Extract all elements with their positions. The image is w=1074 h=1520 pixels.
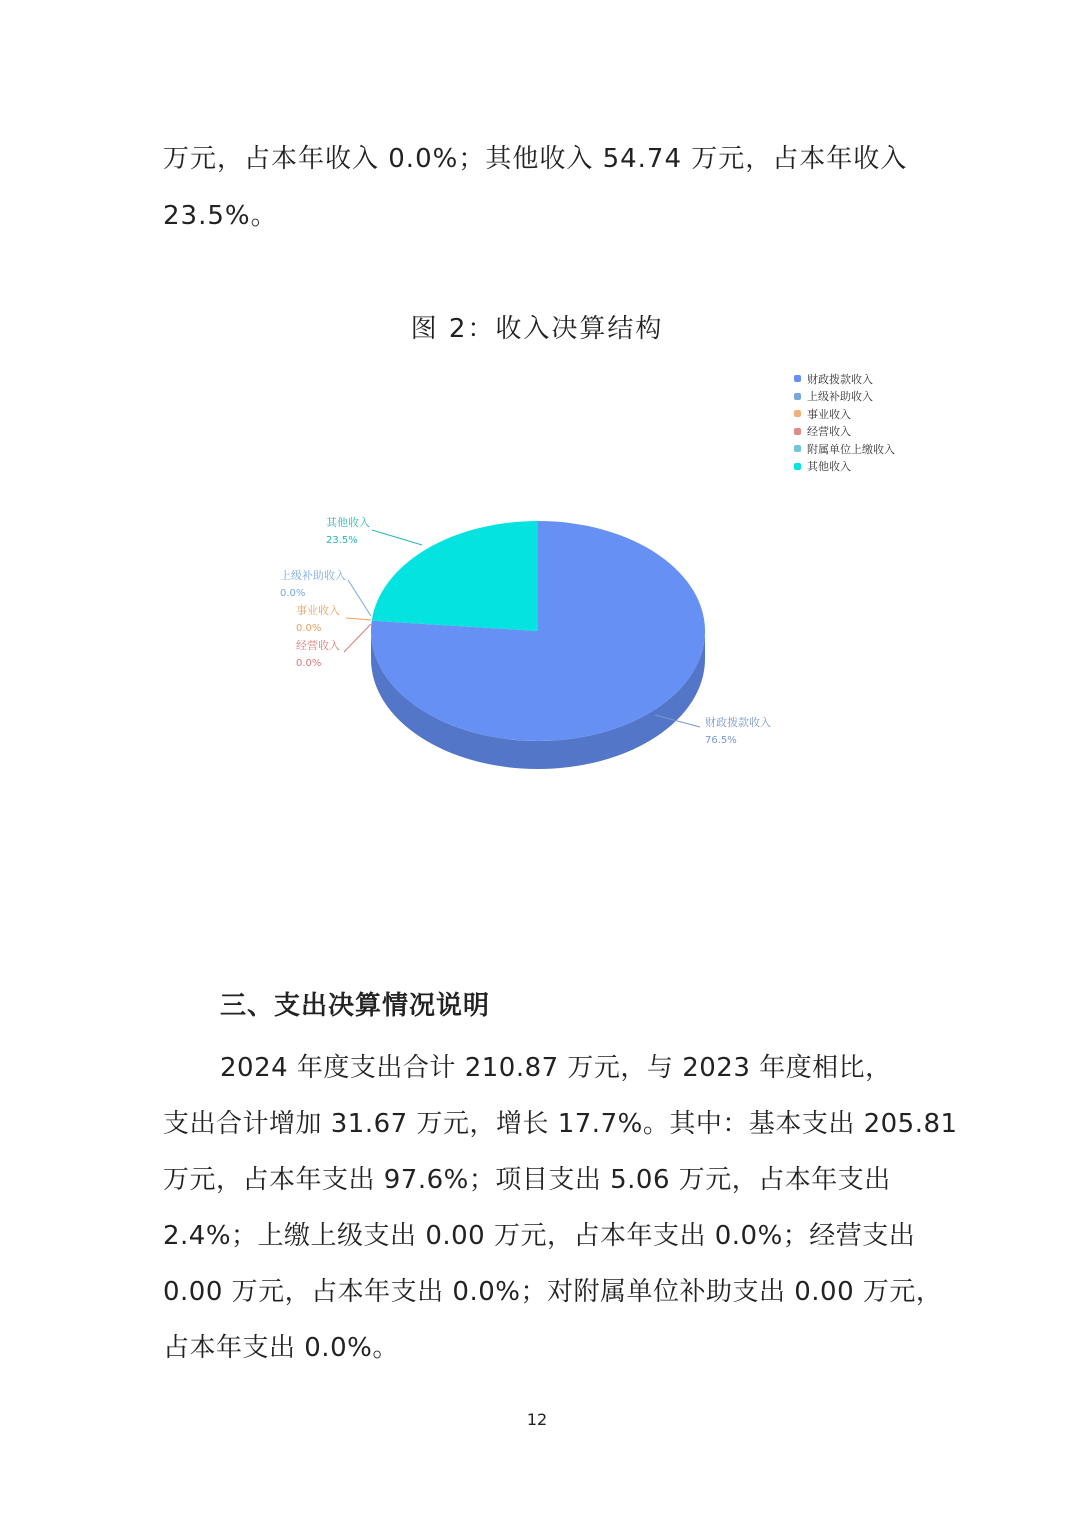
legend-item[interactable] [794, 423, 895, 441]
paragraph-line-text: 占本年支出 0.0%。 [163, 1333, 399, 1363]
paragraph-line [163, 1152, 911, 1208]
legend-item[interactable] [794, 405, 895, 423]
intro-line-2: 23.5%。 [163, 201, 278, 231]
legend-item[interactable] [794, 458, 895, 476]
slice-name-label: 事业收入 [296, 604, 340, 617]
paragraph-line-text: 支出合计增加 31.67 万元，增长 17.7%。其中：基本支出 205.81 [163, 1109, 958, 1139]
legend-label: 附属单位上缴收入 [807, 442, 895, 456]
slice-name-label: 经营收入 [296, 639, 340, 652]
paragraph-line [163, 1320, 911, 1376]
leader-line [348, 580, 371, 616]
slice-value-label: 76.5% [705, 735, 737, 746]
paragraph-line-text: 0.00 万元，占本年支出 0.0%；对附属单位补助支出 0.00 万元， [163, 1277, 943, 1307]
slice-value-label: 0.0% [296, 658, 322, 669]
legend-item[interactable] [794, 370, 895, 388]
leader-line [372, 530, 422, 545]
legend-swatch [794, 445, 801, 452]
slice-name-label: 上级补助收入 [280, 569, 346, 582]
legend-swatch [794, 428, 801, 435]
leader-line [346, 618, 371, 620]
page-number: 12 [526, 1410, 548, 1429]
paragraph-line [163, 1264, 943, 1320]
legend-label: 其他收入 [807, 460, 851, 474]
legend-label: 事业收入 [807, 407, 851, 421]
expenditure-paragraph [163, 1040, 958, 1376]
legend-item[interactable] [794, 388, 895, 406]
section-heading: 三、支出决算情况说明 [220, 991, 491, 1021]
legend-swatch [794, 393, 801, 400]
slice-name-label: 财政拨款收入 [705, 716, 771, 729]
legend-swatch [794, 375, 801, 382]
slice-name-label: 其他收入 [326, 516, 370, 529]
paragraph-line-text: 2.4%；上缴上级支出 0.00 万元，占本年支出 0.0%；经营支出 [163, 1221, 916, 1251]
paragraph-line-text: 万元，占本年支出 97.6%；项目支出 5.06 万元，占本年支出 [163, 1165, 891, 1195]
leader-line [344, 624, 371, 652]
legend-swatch [794, 410, 801, 417]
legend-label: 财政拨款收入 [807, 372, 873, 386]
slice-value-label: 0.0% [296, 623, 322, 634]
figure-title: 图 2：收入决算结构 [410, 314, 664, 344]
paragraph-line-text: 2024 年度支出合计 210.87 万元，与 2023 年度相比， [220, 1053, 892, 1083]
paragraph-line [163, 1096, 958, 1152]
chart-legend [794, 370, 895, 475]
legend-swatch [794, 463, 801, 470]
legend-label: 上级补助收入 [807, 390, 873, 404]
slice-value-label: 23.5% [326, 535, 358, 546]
paragraph-line [163, 1040, 911, 1096]
intro-line-1-text: 万元，占本年收入 0.0%；其他收入 54.74 万元，占本年收入 [163, 144, 908, 174]
legend-label: 经营收入 [807, 425, 851, 439]
paragraph-line [163, 1208, 916, 1264]
legend-item[interactable] [794, 440, 895, 458]
slice-value-label: 0.0% [280, 588, 306, 599]
